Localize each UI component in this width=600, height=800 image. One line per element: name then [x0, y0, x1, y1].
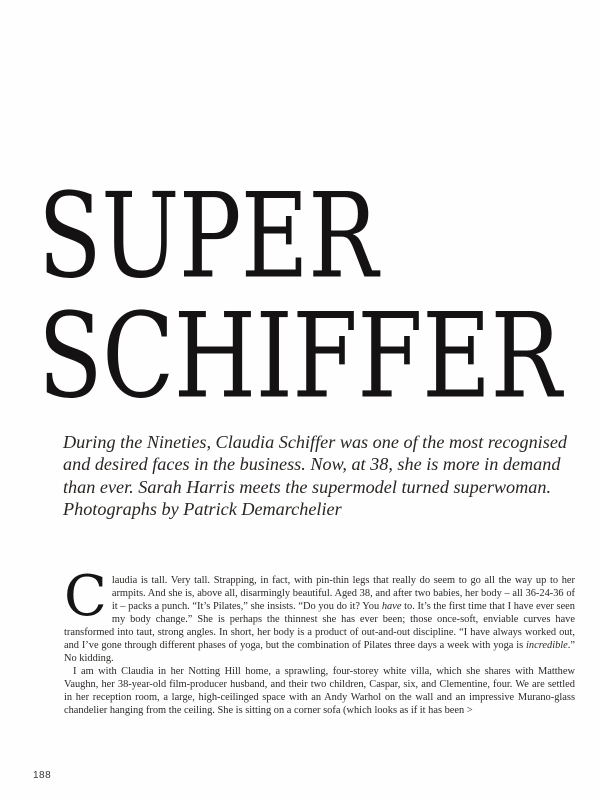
emphasis-have: have — [381, 601, 402, 612]
paragraph-1-text-middle: to. It’s the first time that I have ever seen my body change.” She is perhaps the thinnest she has ever been; those once-soft, enviable curves have transformed into taut, strong angles. In short, her body is a product of out-and-out discipline. “I have always worked out, and I’ve gone through different phases of yoga, but the combination of Pilates three days a week with yoga is — [64, 601, 575, 651]
headline-line-2: SCHIFFER — [38, 288, 562, 425]
emphasis-incredible: incredible — [526, 640, 568, 651]
paragraph-1-text-end: .” No kidding. — [64, 640, 575, 664]
standfirst: During the Nineties, Claudia Schiffer was one of the most recognised and desired faces in the business. Now, at 38, she is more in demand than ever. Sarah Harris meets the supermodel turned superwoman. Photographs by Patrick Demarchelier — [63, 432, 567, 520]
paragraph-1-text-start: laudia is tall. Very tall. Strapping, in fact, with pin-thin legs that really do seem to go all the way up to her armpits. And she is, above all, disarmingly beautiful. Aged 38, and after two babies, her body – all 36-24-36 of it – packs a punch. “It’s Pilates,” she insists. “Do you do it? You — [111, 575, 575, 612]
paragraph-2: I am with Claudia in her Notting Hill home, a sprawling, four-storey white villa, which she shares with Matthew Vaughn, her 38-year-old film-producer husband, and their two children, Caspar, six, and Clementine, four. We are settled in her reception room, a large, high-ceilinged space with an Andy Warhol on the wall and an impressive Murano-glass chandelier hanging from the ceiling. She is sitting on a corner sofa (which looks as if it has been > — [64, 666, 575, 716]
article-body — [64, 564, 575, 717]
page-number: 188 — [33, 770, 52, 781]
headline-line-1: SUPER — [38, 168, 378, 305]
drop-cap: C — [64, 564, 107, 629]
paragraph-1 — [64, 564, 575, 665]
